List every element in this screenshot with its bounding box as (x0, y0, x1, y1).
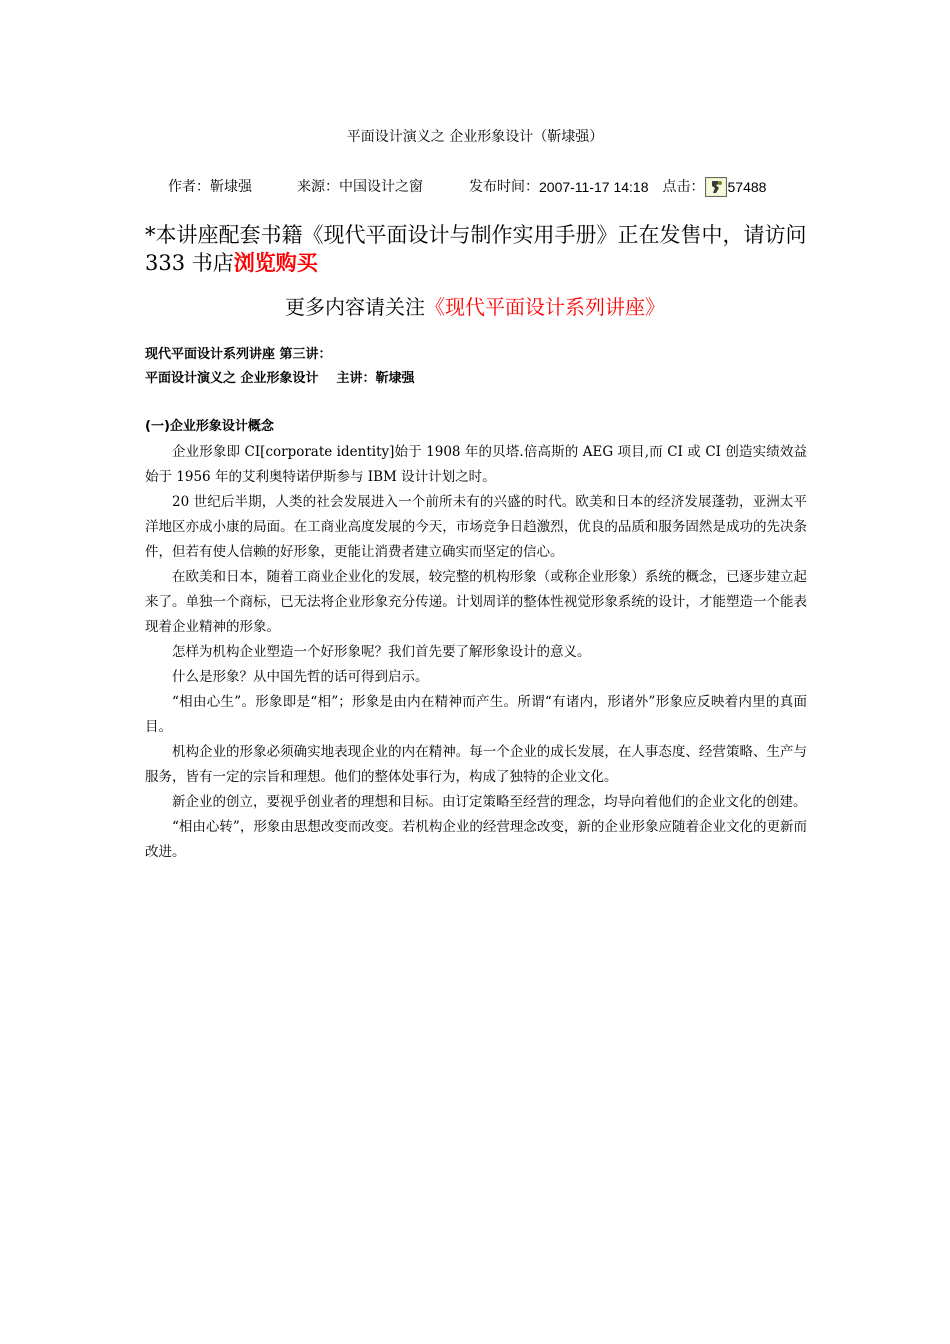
lecture-speaker: 主讲：靳埭强 (336, 371, 415, 386)
lecture-header (145, 343, 415, 391)
notice-text: *本讲座配套书籍《现代平面设计与制作实用手册》正在发售中，请访问 333 书店 (145, 223, 807, 275)
clicks-label: 点击： (662, 179, 705, 195)
more-content-line (0, 293, 950, 321)
body-paragraph: 20 世纪后半期，人类的社会发展进入一个前所未有的兴盛的时代。欧美和日本的经济发展蓬勃，亚洲太平洋地区亦成小康的局面。在工商业高度发展的今天，市场竞争日趋激烈，优良的品质和服务固然是成功的先决条件，但若有使人信赖的好形象，更能让消费者建立确实而坚定的信心。 (145, 494, 807, 560)
lecture-series-line: 现代平面设计系列讲座 第三讲： (145, 347, 332, 362)
section-body (145, 440, 807, 865)
published-value: 2007-11-17 14:18 (539, 179, 649, 195)
body-paragraph: “相由心生”。形象即是“相”；形象是由内在精神而产生。所谓“有诸内，形诸外”形象应反映着内里的真面目。 (145, 694, 807, 735)
series-lecture-link[interactable]: 《现代平面设计系列讲座》 (425, 295, 665, 319)
body-paragraph: 新企业的创立，要视乎创业者的理想和目标。由订定策略至经营的理念，均导向着他们的企业文化的创建。 (172, 794, 807, 810)
author-text: 作者：靳埭强 (168, 179, 252, 195)
published-label: 发布时间： (469, 179, 539, 195)
lecture-title-line (145, 367, 415, 391)
view-counter-icon (705, 177, 727, 197)
article-meta (168, 177, 868, 197)
more-prefix: 更多内容请关注 (285, 295, 425, 319)
body-paragraph: 企业形象即 CI[corporate identity]始于 1908 年的贝塔.倍高斯的 AEG 项目,而 CI 或 CI 创造实绩效益始于 1956 年的艾利奥特诺伊斯参与 IBM 设计计划之时。 (145, 444, 807, 485)
body-paragraph: “相由心转”，形象由思想改变而改变。若机构企业的经营理念改变，新的企业形象应随着企业文化的更新而改进。 (145, 819, 807, 860)
body-paragraph: 在欧美和日本，随着工商业企业化的发展，较完整的机构形象（或称企业形象）系统的概念，已逐步建立起来了。单独一个商标，已无法将企业形象充分传递。计划周详的整体性视觉形象系统的设计，才能塑造一个能表现着企业精神的形象。 (145, 569, 807, 635)
source-text: 来源：中国设计之窗 (297, 179, 423, 195)
browse-buy-link[interactable]: 浏览购买 (233, 250, 318, 275)
body-paragraph: 什么是形象？从中国先哲的话可得到启示。 (172, 669, 429, 685)
lecture-title: 平面设计演义之 企业形象设计 (145, 371, 319, 386)
body-paragraph: 机构企业的形象必须确实地表现企业的内在精神。每一个企业的成长发展，在人事态度、经营策略、生产与服务，皆有一定的宗旨和理想。他们的整体处事行为，构成了独特的企业文化。 (145, 744, 807, 785)
section-heading: (一)企业形象设计概念 (145, 419, 274, 434)
page-title: 平面设计演义之 企业形象设计（靳埭强） (346, 129, 604, 145)
body-paragraph: 怎样为机构企业塑造一个好形象呢？我们首先要了解形象设计的意义。 (172, 644, 591, 660)
book-notice (145, 222, 810, 277)
clicks-value: 57488 (727, 179, 767, 195)
